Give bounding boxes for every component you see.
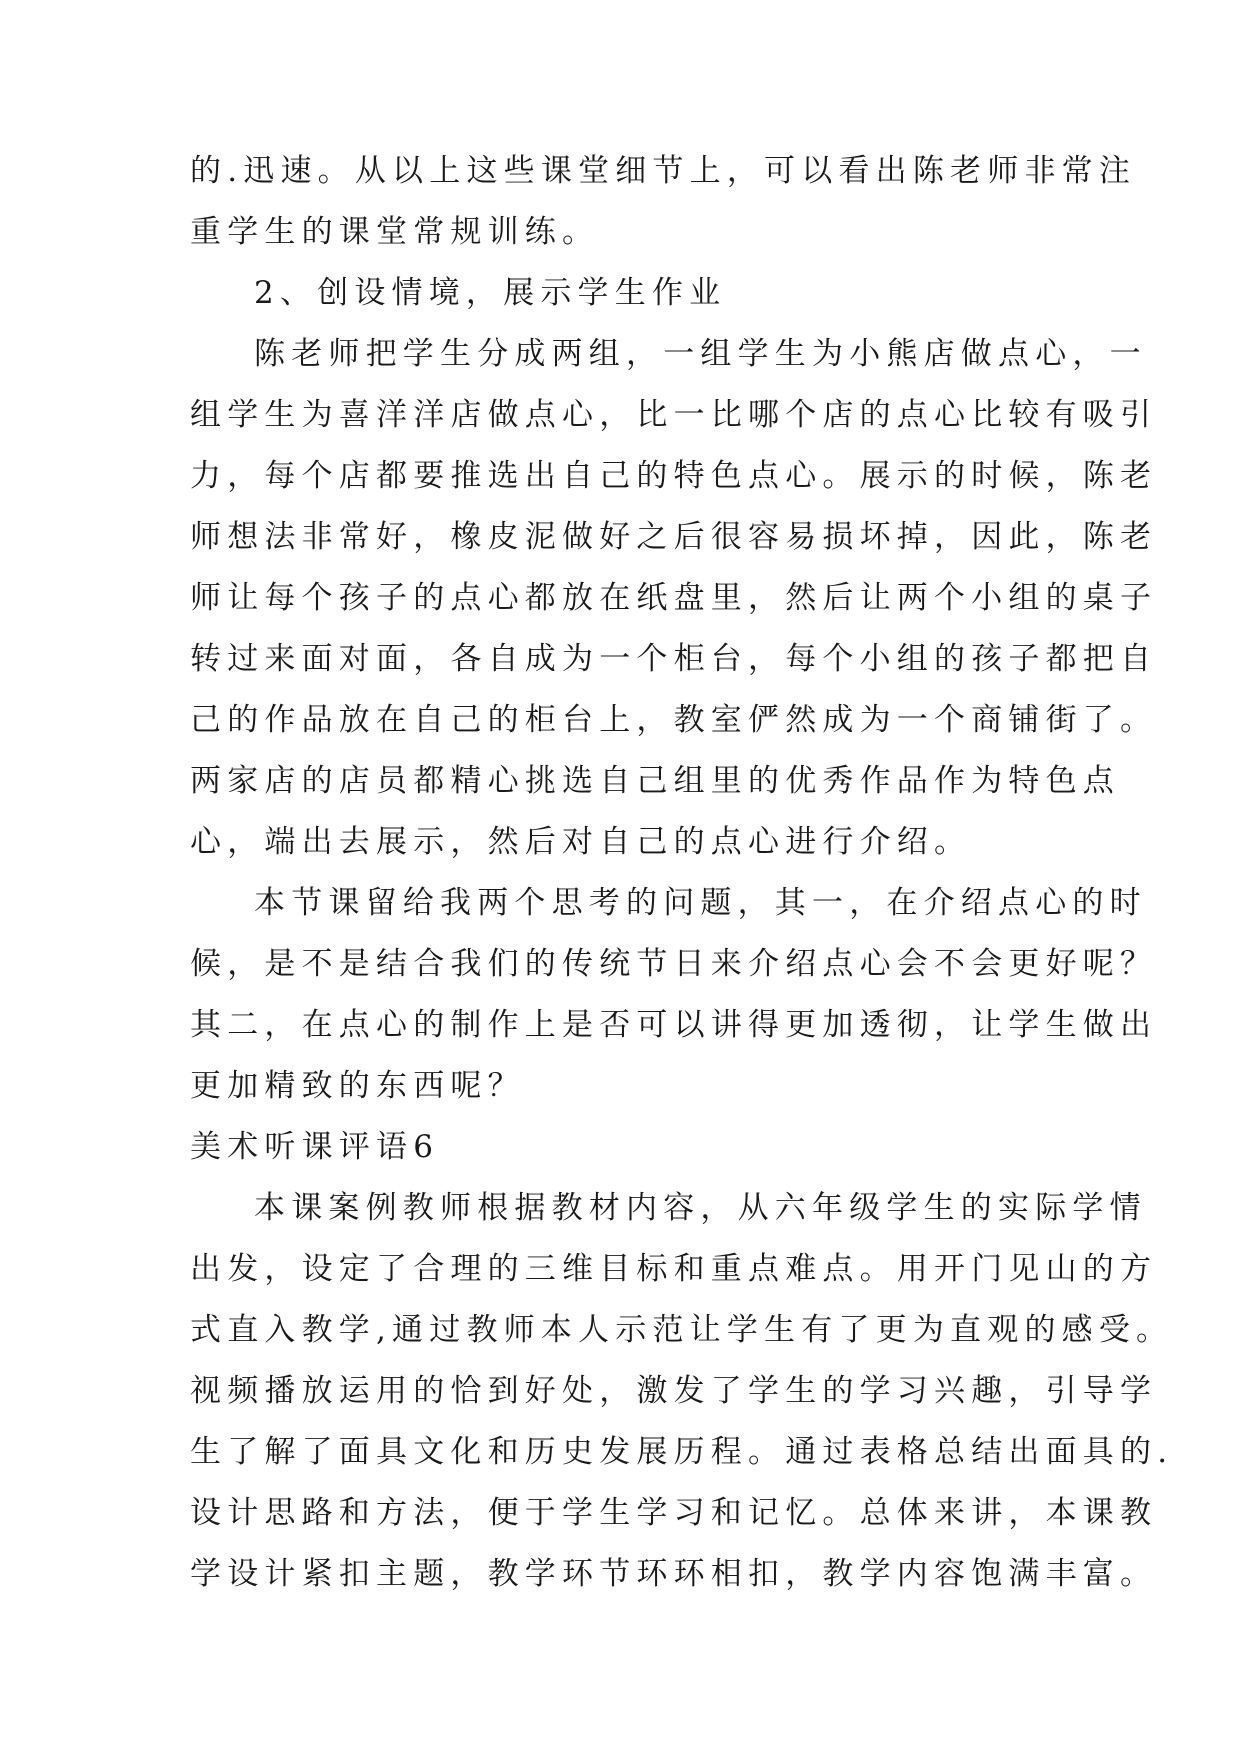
text-line: 式直入教学,通过教师本人示范让学生有了更为直观的感受。 <box>190 1312 1174 1348</box>
text-line: 师想法非常好，橡皮泥做好之后很容易损坏掉，因此，陈老 <box>190 519 1158 555</box>
text-line: 视频播放运用的恰到好处，激发了学生的学习兴趣，引导学 <box>190 1373 1158 1409</box>
text-line: 己的作品放在自己的柜台上，教室俨然成为一个商铺街了。 <box>190 702 1158 738</box>
text-line: 力，每个店都要推选出自己的特色点心。展示的时候，陈老 <box>190 458 1158 494</box>
text-line: 两家店的店员都精心挑选自己组里的优秀作品作为特色点 <box>190 763 1120 799</box>
text-line: 组学生为喜洋洋店做点心，比一比哪个店的点心比较有吸引 <box>190 397 1158 433</box>
text-line: 师让每个孩子的点心都放在纸盘里，然后让两个小组的桌子 <box>190 580 1158 616</box>
text-line: 陈老师把学生分成两组，一组学生为小熊店做点心，一 <box>254 336 1147 372</box>
text-line: 其二，在点心的制作上是否可以讲得更加透彻，让学生做出 <box>190 1007 1158 1043</box>
text-line: 转过来面对面，各自成为一个柜台，每个小组的孩子都把自 <box>190 641 1158 677</box>
text-line: 本课案例教师根据教材内容，从六年级学生的实际学情 <box>254 1190 1147 1226</box>
text-line: 出发，设定了合理的三维目标和重点难点。用开门见山的方 <box>190 1251 1158 1287</box>
section-heading: 2、创设情境，展示学生作业 <box>254 275 727 311</box>
text-line: 心，端出去展示，然后对自己的点心进行介绍。 <box>190 824 972 860</box>
text-line: 生了解了面具文化和历史发展历程。通过表格总结出面具的. <box>190 1434 1174 1470</box>
text-line: 的.迅速。从以上这些课堂细节上，可以看出陈老师非常注 <box>190 153 1137 189</box>
text-line: 重学生的课堂常规训练。 <box>190 214 600 250</box>
text-line: 候，是不是结合我们的传统节日来介绍点心会不会更好呢？ <box>190 946 1158 982</box>
section-title: 美术听课评语6 <box>190 1129 440 1165</box>
text-line: 更加精致的东西呢？ <box>190 1068 525 1104</box>
text-line: 本节课留给我两个思考的问题，其一，在介绍点心的时 <box>254 885 1147 921</box>
text-line: 学设计紧扣主题，教学环节环环相扣，教学内容饱满丰富。 <box>190 1556 1158 1592</box>
text-line: 设计思路和方法，便于学生学习和记忆。总体来讲，本课教 <box>190 1495 1158 1531</box>
